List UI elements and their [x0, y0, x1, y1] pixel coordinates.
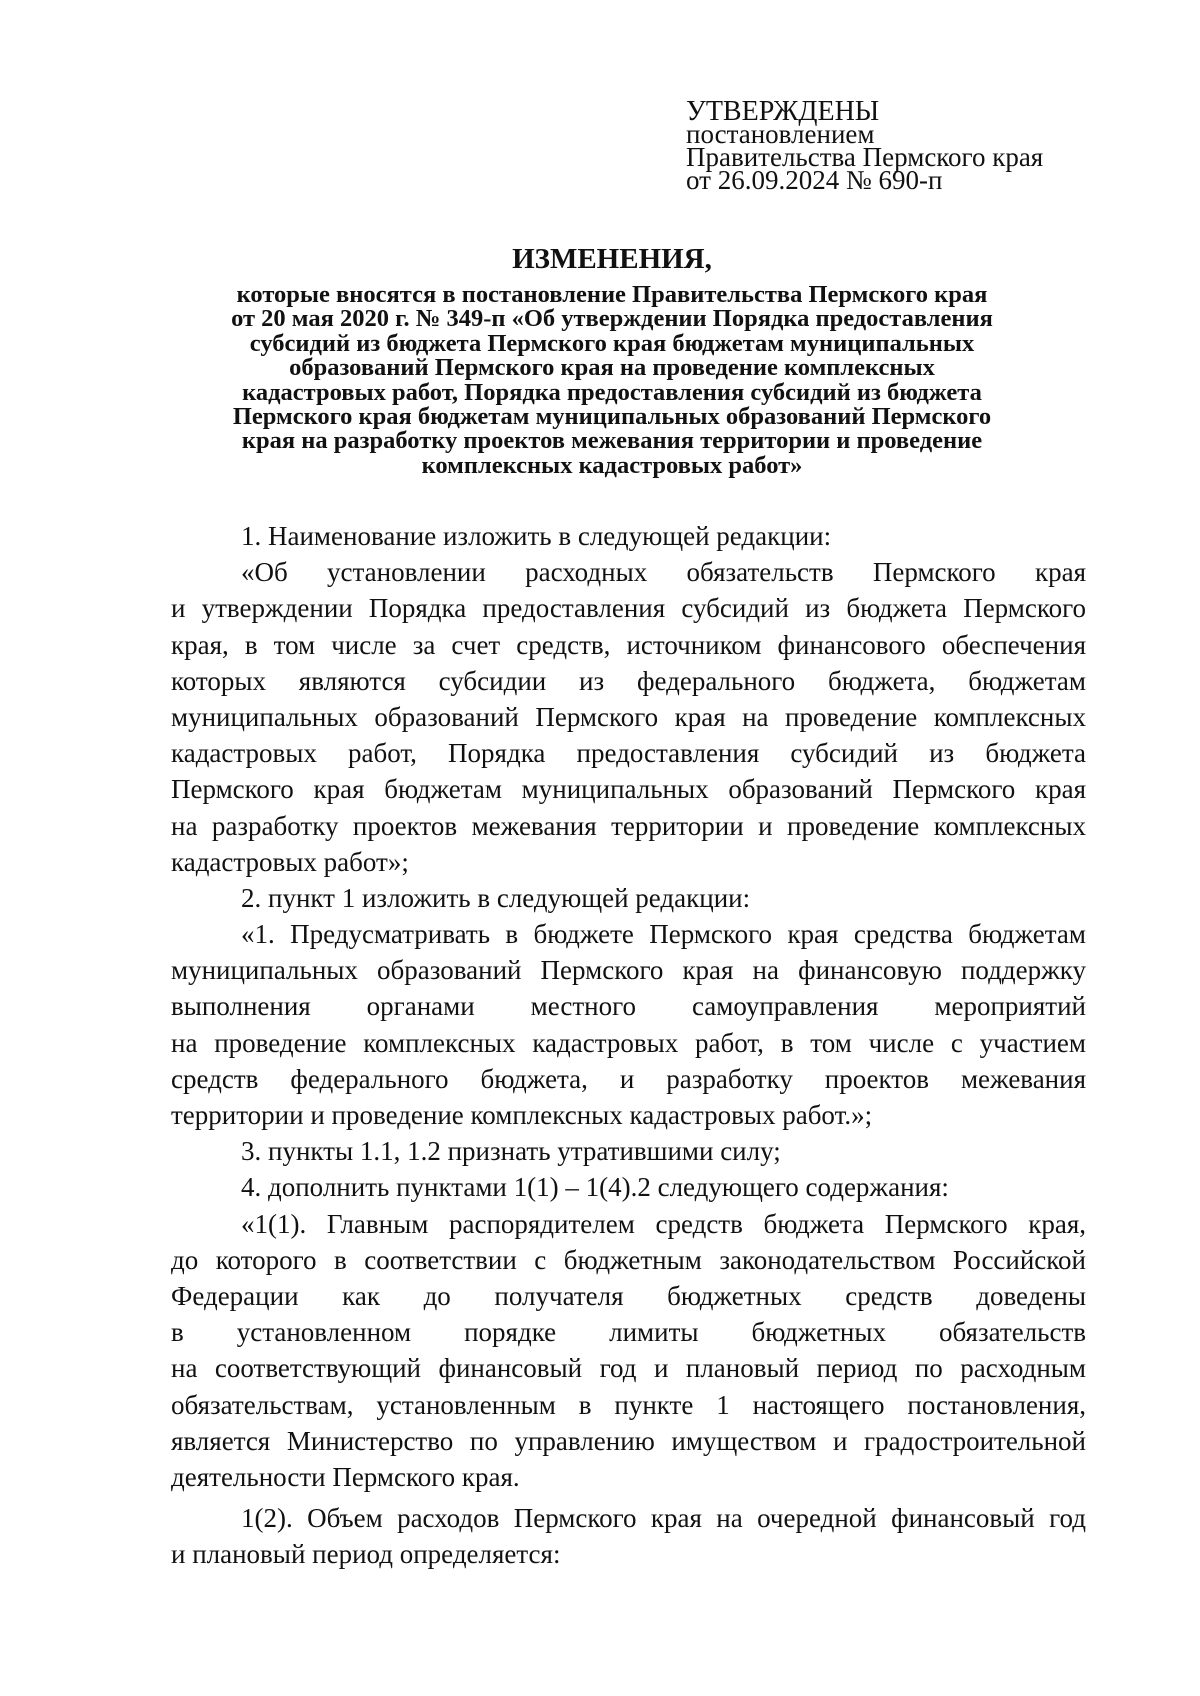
- approval-line: от 26.09.2024 № 690-п: [686, 165, 943, 195]
- body-line: Пермского края бюджетам муниципальных образований Пермского края: [171, 774, 1086, 805]
- subtitle-line: кадастровых работ, Порядка предоставления субсидий из бюджета: [242, 378, 982, 406]
- body-line: 3. пункты 1.1, 1.2 признать утратившими силу;: [241, 1136, 781, 1167]
- body-line: 1(2). Объем расходов Пермского края на очередной финансовый год: [241, 1503, 1086, 1534]
- body-line: муниципальных образований Пермского края на проведение комплексных: [171, 701, 1086, 732]
- body-line: кадастровых работ, Порядка предоставления субсидий из бюджета: [171, 738, 1086, 769]
- subtitle-line: Пермского края бюджетам муниципальных образований Пермского: [232, 403, 992, 431]
- body-line: «1(1). Главным распорядителем средств бюджета Пермского края,: [241, 1208, 1086, 1239]
- body-line: «Об установлении расходных обязательств Пермского края: [241, 557, 1086, 588]
- body-line: на соответствующий финансовый год и плановый период по расходным: [171, 1353, 1086, 1384]
- body-line: средств федерального бюджета, и разработку проектов межевания: [171, 1063, 1086, 1094]
- document-title: ИЗМЕНЕНИЯ,: [512, 243, 712, 275]
- subtitle-line: которые вносятся в постановление Правительства Пермского края: [236, 281, 988, 308]
- approval-stamp: [686, 96, 1166, 195]
- body-line: 2. пункт 1 изложить в следующей редакции:: [241, 882, 751, 913]
- subtitle-line: комплексных кадастровых работ»: [421, 451, 803, 479]
- body-line: и утверждении Порядка предоставления субсидий из бюджета Пермского: [171, 593, 1086, 624]
- subtitle-line: края на разработку проектов межевания территории и проведение: [241, 427, 983, 455]
- body-line: «1. Предусматривать в бюджете Пермского края средства бюджетам: [241, 919, 1086, 950]
- document-body: [171, 518, 1086, 1572]
- approval-line: УТВЕРЖДЕНЫ: [686, 96, 880, 127]
- body-line: кадастровых работ»;: [171, 846, 409, 877]
- subtitle-line: от 20 мая 2020 г. № 349-п «Об утверждении Порядка предоставления: [231, 305, 993, 333]
- document-subtitle: [150, 283, 1074, 478]
- body-line: обязательствам, установленным в пункте 1 настоящего постановления,: [171, 1389, 1086, 1420]
- body-line: на проведение комплексных кадастровых работ, в том числе с участием: [171, 1027, 1086, 1058]
- body-line: до которого в соответствии с бюджетным законодательством Российской: [171, 1244, 1086, 1275]
- body-line: края, в том числе за счет средств, источником финансового обеспечения: [171, 629, 1086, 660]
- subtitle-line: образований Пермского края на проведение комплексных: [289, 354, 935, 382]
- subtitle-line: субсидий из бюджета Пермского края бюджетам муниципальных: [249, 329, 975, 357]
- body-line: деятельности Пермского края.: [171, 1461, 520, 1492]
- body-line: выполнения органами местного самоуправления мероприятий: [171, 991, 1086, 1022]
- approval-line: Правительства Пермского края: [686, 142, 1044, 172]
- body-line: территории и проведение комплексных кадастровых работ.»;: [171, 1100, 873, 1130]
- body-line: 4. дополнить пунктами 1(1) – 1(4).2 следующего содержания:: [241, 1172, 949, 1203]
- body-line: 1. Наименование изложить в следующей редакции:: [241, 521, 832, 551]
- approval-line: постановлением: [686, 119, 875, 149]
- body-line: муниципальных образований Пермского края на финансовую поддержку: [171, 955, 1086, 986]
- body-line: в установленном порядке лимиты бюджетных обязательств: [171, 1317, 1086, 1348]
- body-line: которых являются субсидии из федерального бюджета, бюджетам: [171, 665, 1086, 696]
- body-line: на разработку проектов межевания территории и проведение комплексных: [171, 810, 1086, 841]
- body-line: является Министерство по управлению имуществом и градостроительной: [171, 1425, 1086, 1456]
- body-line: и плановый период определяется:: [171, 1539, 561, 1570]
- body-line: Федерации как до получателя бюджетных средств доведены: [171, 1280, 1086, 1311]
